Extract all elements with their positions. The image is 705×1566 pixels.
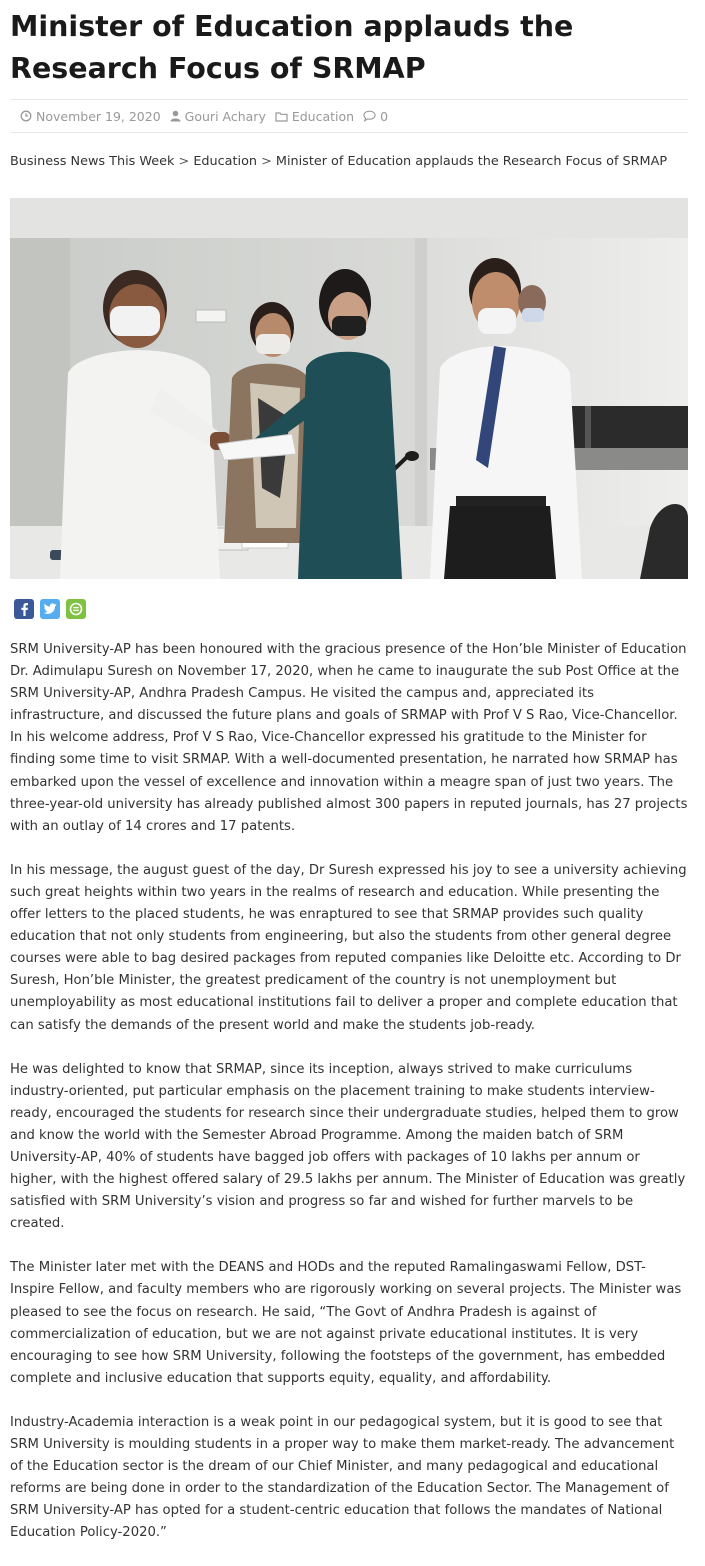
breadcrumb-current: Minister of Education applauds the Research Focus of SRMAP [275,154,668,169]
breadcrumb [10,152,700,172]
article-paragraph: SRM University-AP has been honoured with the gracious presence of the Hon’ble Minister of Education Dr. Adimulapu Suresh on November 17, 2020, when he came to inaugurate the sub Post Office at the SRM University-AP, Andhra Pradesh Campus. He visited the campus and, appreciated its infrastructure, and discussed the future plans and goals of SRMAP with Prof V S Rao, Vice-Chancellor. In his welcome address, Prof V S Rao, Vice-Chancellor expressed his gratitude to the Minister for finding some time to visit SRMAP. With a well-documented presentation, he narrated how SRMAP has embarked upon the vessel of excellence and innovation within a meagre span of just two years. The three-year-old university has already published almost 300 papers in reputed journals, has 27 projects with an outlay of 14 crores and 17 patents. [10,642,688,834]
breadcrumb-separator: > [178,154,194,169]
article-title: Minister of Education applauds the Research Focus of SRMAP [10,10,574,85]
post-comments[interactable] [363,109,388,124]
post-author-text: Gouri Achary [184,108,266,124]
twitter-icon [43,603,57,615]
breadcrumb-home[interactable]: Business News This Week [10,154,175,169]
folder-icon [275,111,288,122]
share-twitter-button[interactable] [40,599,60,619]
post-category[interactable] [275,109,354,124]
post-meta [10,99,688,133]
share-facebook-button[interactable] [14,599,34,619]
article-paragraph: The Minister later met with the DEANS and HODs and the reputed Ramalingaswami Fellow, DST-Inspire Fellow, and faculty members who are rigorously working on several projects. The Minister was pleased to see the focus on research. He said, “The Govt of Andhra Pradesh is against of commercialization of education, but we are not against private educational institutes. It is very encouraging to see how SRM University, following the footsteps of the government, has embedded complete and inclusive education that supports equity, equality, and affordability. [10,1260,682,1386]
article-paragraph: In his message, the august guest of the day, Dr Suresh expressed his joy to see a university achieving such great heights within two years in the realms of research and education. While presenting the offer letters to the placed students, he was enraptured to see that SRMAP provides such quality education that not only students from engineering, but also the students from other general degree courses were able to bag desired packages from reputed companies like Deloitte etc. According to Dr Suresh, Hon’ble Minister, the greatest predicament of the country is not unemployment but unemployability as most educational institutions fail to deliver a proper and complete education that can satisfy the demands of the present world and make the students job-ready. [10,862,687,1033]
article-body [10,639,690,1566]
clock-icon [20,110,32,122]
post-category-text: Education [291,108,355,124]
article-paragraph: He was delighted to know that SRMAP, since its inception, always strived to make curriculums industry-oriented, put particular emphasis on the placement training to make students interview-ready, encouraged the students for research since their undergraduate studies, helped them to grow and know the world with the Semester Abroad Programme. Among the maiden batch of SRM University-AP, 40% of students have bagged job offers with packages of 10 lakhs per annum or higher, with the highest offered salary of 29.5 lakhs per annum. The Minister of Education was greatly satisfied with SRM University’s vision and progress so far and wished for further marvels to be created. [10,1061,686,1232]
post-comments-count: 0 [380,108,389,124]
comment-icon [363,110,376,122]
post-date-text: November 19, 2020 [36,108,161,124]
facebook-icon [18,602,30,616]
breadcrumb-category[interactable]: Education [193,154,258,169]
breadcrumb-separator: > [261,154,276,169]
social-share-bar [14,599,92,619]
post-date[interactable] [20,109,161,124]
share-more-button[interactable] [66,599,86,619]
featured-photo [10,198,688,579]
post-author[interactable] [170,109,266,124]
share-more-icon [69,602,83,616]
photo-illustration [10,198,688,579]
article-paragraph: Industry-Academia interaction is a weak point in our pedagogical system, but it is good to see that SRM University is moulding students in a proper way to make them market-ready. The advancement of the Education sector is the dream of our Chief Minister, and many pedagogical and educational reforms are being done in order to the standardization of the Education Sector. The Management of SRM University-AP has opted for a student-centric education that follows the mandates of National Education Policy-2020.” [10,1414,675,1541]
user-icon [170,110,181,122]
